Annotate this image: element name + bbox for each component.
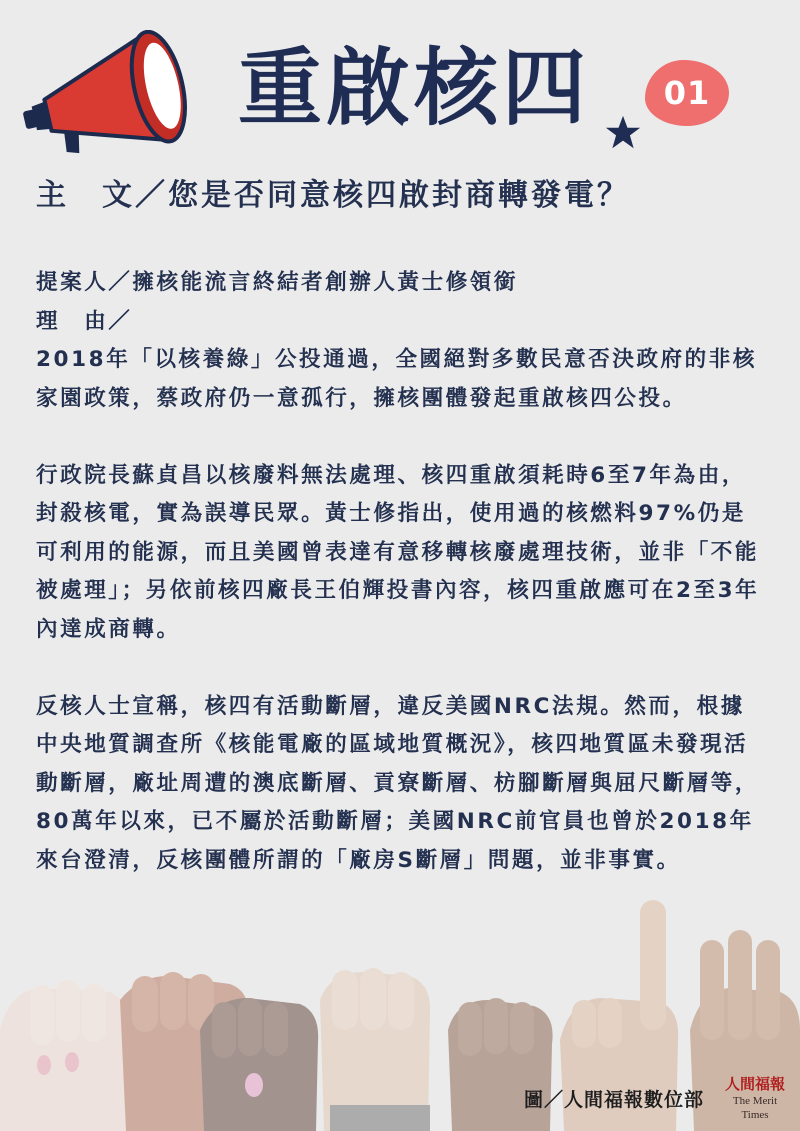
paragraph-1: 2018年「以核養綠」公投通過，全國絕對多數民意否決政府的非核家園政策，蔡政府仍一意孤行，擁核團體發起重啟核四公投。 (36, 347, 757, 411)
paragraph-spacer (36, 418, 764, 457)
proposer-line: 提案人／擁核能流言終結者創辦人黃士修領銜 (36, 270, 519, 295)
paragraph-spacer (36, 649, 764, 688)
body-text (36, 264, 764, 880)
paragraph-3: 反核人士宣稱，核四有活動斷層，違反美國NRC法規。然而，根據中央地質調查所《核能電廠的區域地質概況》，核四地質區未發現活動斷層，廠址周遭的澳底斷層、貢寮斷層、枋腳斷層與屈尺斷層等，80萬年以來，已不屬於活動斷層；美國NRC前官員也曾於2018年來台澄清，反核團體所謂的「廠房S斷層」問題，並非事實。 (36, 693, 760, 873)
star-icon (604, 114, 642, 152)
reason-label: 理 由／ (36, 308, 133, 334)
page-number-badge (645, 60, 729, 126)
badge-number: 01 (663, 74, 711, 112)
merit-times-logo (720, 1074, 790, 1121)
megaphone-icon (10, 30, 200, 155)
referendum-main-text: 主 文／您是否同意核四啟封商轉發電？ (36, 178, 630, 213)
logo-chinese: 人間福報 (724, 1075, 785, 1093)
logo-english: The Merit Times (732, 1095, 778, 1121)
image-credit: 圖／人間福報數位部 (524, 1089, 705, 1111)
page-title: 重啟核四 (238, 39, 591, 137)
paragraph-2: 行政院長蘇貞昌以核廢料無法處理、核四重啟須耗時6至7年為由，封殺核電，實為誤導民眾。黃士修指出，使用過的核燃料97%仍是可利用的能源，而且美國曾表達有意移轉核廢處理技術，並非「不能被處理」；另依前核四廠長王伯輝投書內容，核四重啟應可在2至3年內達成商轉。 (36, 462, 760, 642)
